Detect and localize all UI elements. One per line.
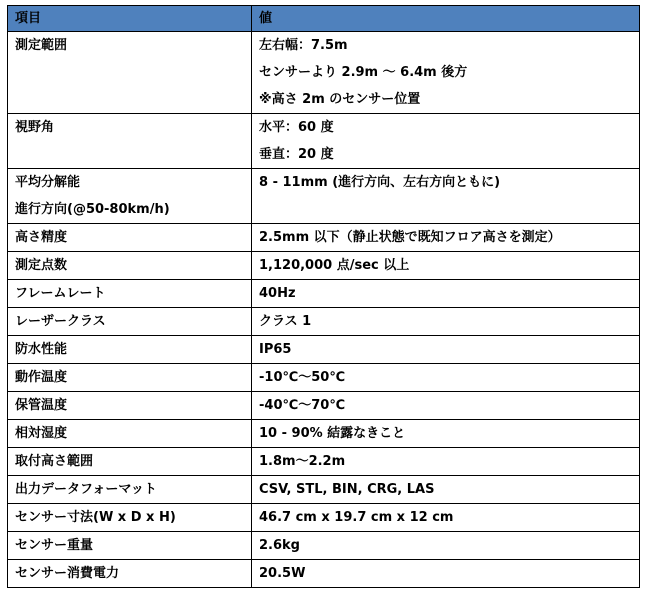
row-label xyxy=(8,224,252,252)
row-label xyxy=(8,560,252,588)
row-label xyxy=(8,114,252,169)
row-label-line: フレームレート xyxy=(15,286,106,301)
row-label-line: 取付高さ範囲 xyxy=(15,454,94,469)
row-value-line: 10 - 90% 結露なきこと xyxy=(259,426,406,441)
table-row xyxy=(8,114,640,169)
row-value-line: -10℃～50℃ xyxy=(259,370,346,385)
header-value: 値 xyxy=(252,6,640,32)
row-label-line: 相対湿度 xyxy=(15,426,68,441)
row-value-line: 8 - 11mm (進行方向、左右方向ともに) xyxy=(259,175,501,190)
row-value-line: 46.7 cm x 19.7 cm x 12 cm xyxy=(259,510,454,525)
table-row xyxy=(8,420,640,448)
table-row xyxy=(8,336,640,364)
row-label-line: センサー重量 xyxy=(15,538,94,553)
row-value-line: CSV, STL, BIN, CRG, LAS xyxy=(259,482,435,497)
row-value-line: 垂直：20 度 xyxy=(259,147,334,162)
row-label-line: 高さ精度 xyxy=(15,230,68,245)
row-value-line: クラス 1 xyxy=(259,314,312,329)
row-label xyxy=(8,504,252,532)
row-label xyxy=(8,336,252,364)
row-value-line: 2.5mm 以下（静止状態で既知フロア高さを測定） xyxy=(259,230,561,245)
table-row xyxy=(8,32,640,114)
table-row xyxy=(8,280,640,308)
spec-table xyxy=(7,5,640,588)
row-value xyxy=(252,420,640,448)
row-label xyxy=(8,392,252,420)
row-value xyxy=(252,448,640,476)
table-row xyxy=(8,504,640,532)
row-label-line: レーザークラス xyxy=(15,314,106,329)
table-row xyxy=(8,448,640,476)
row-value-line: ※高さ 2m のセンサー位置 xyxy=(259,92,421,107)
table-row xyxy=(8,308,640,336)
row-value xyxy=(252,532,640,560)
row-value-line: 1.8m～2.2m xyxy=(259,454,346,469)
row-value xyxy=(252,252,640,280)
row-value xyxy=(252,169,640,224)
table-row xyxy=(8,560,640,588)
row-label-line: センサー消費電力 xyxy=(15,566,120,581)
row-value-line: 40Hz xyxy=(259,286,296,301)
row-value-line: 2.6kg xyxy=(259,538,300,553)
header-item: 項目 xyxy=(8,6,252,32)
row-label-line: 平均分解能 xyxy=(15,175,81,190)
row-label-line: 進行方向(@50-80km/h) xyxy=(15,202,170,217)
row-value-line: 1,120,000 点/sec 以上 xyxy=(259,258,410,273)
row-value xyxy=(252,336,640,364)
table-body xyxy=(8,32,640,588)
row-label-line: 測定範囲 xyxy=(15,38,68,53)
row-label xyxy=(8,476,252,504)
row-value-line: 水平：60 度 xyxy=(259,120,334,135)
row-label xyxy=(8,32,252,114)
row-value xyxy=(252,560,640,588)
row-value-line: -40℃～70℃ xyxy=(259,398,346,413)
row-value-line: センサーより 2.9m ～ 6.4m 後方 xyxy=(259,65,468,80)
row-label xyxy=(8,448,252,476)
row-label-line: センサー寸法(W x D x H) xyxy=(15,510,176,525)
row-value xyxy=(252,504,640,532)
row-label xyxy=(8,280,252,308)
table-row xyxy=(8,224,640,252)
row-value xyxy=(252,364,640,392)
row-label xyxy=(8,308,252,336)
row-value-line: 20.5W xyxy=(259,566,306,581)
row-label-line: 視野角 xyxy=(15,120,55,135)
row-value xyxy=(252,308,640,336)
row-label-line: 動作温度 xyxy=(15,370,68,385)
table-row xyxy=(8,364,640,392)
row-label xyxy=(8,169,252,224)
row-value-line: 左右幅：7.5m xyxy=(259,38,348,53)
row-value-line: IP65 xyxy=(259,342,292,357)
row-value xyxy=(252,476,640,504)
row-label xyxy=(8,364,252,392)
row-label-line: 測定点数 xyxy=(15,258,68,273)
row-value xyxy=(252,114,640,169)
table-row xyxy=(8,392,640,420)
row-value xyxy=(252,32,640,114)
row-label xyxy=(8,252,252,280)
row-label xyxy=(8,532,252,560)
row-label-line: 出力データフォーマット xyxy=(15,482,157,497)
row-label-line: 防水性能 xyxy=(15,342,68,357)
row-label xyxy=(8,420,252,448)
table-row xyxy=(8,476,640,504)
table-row xyxy=(8,169,640,224)
row-value xyxy=(252,392,640,420)
row-label-line: 保管温度 xyxy=(15,398,68,413)
row-value xyxy=(252,280,640,308)
table-row xyxy=(8,532,640,560)
row-value xyxy=(252,224,640,252)
table-row xyxy=(8,252,640,280)
header-row xyxy=(8,6,640,32)
